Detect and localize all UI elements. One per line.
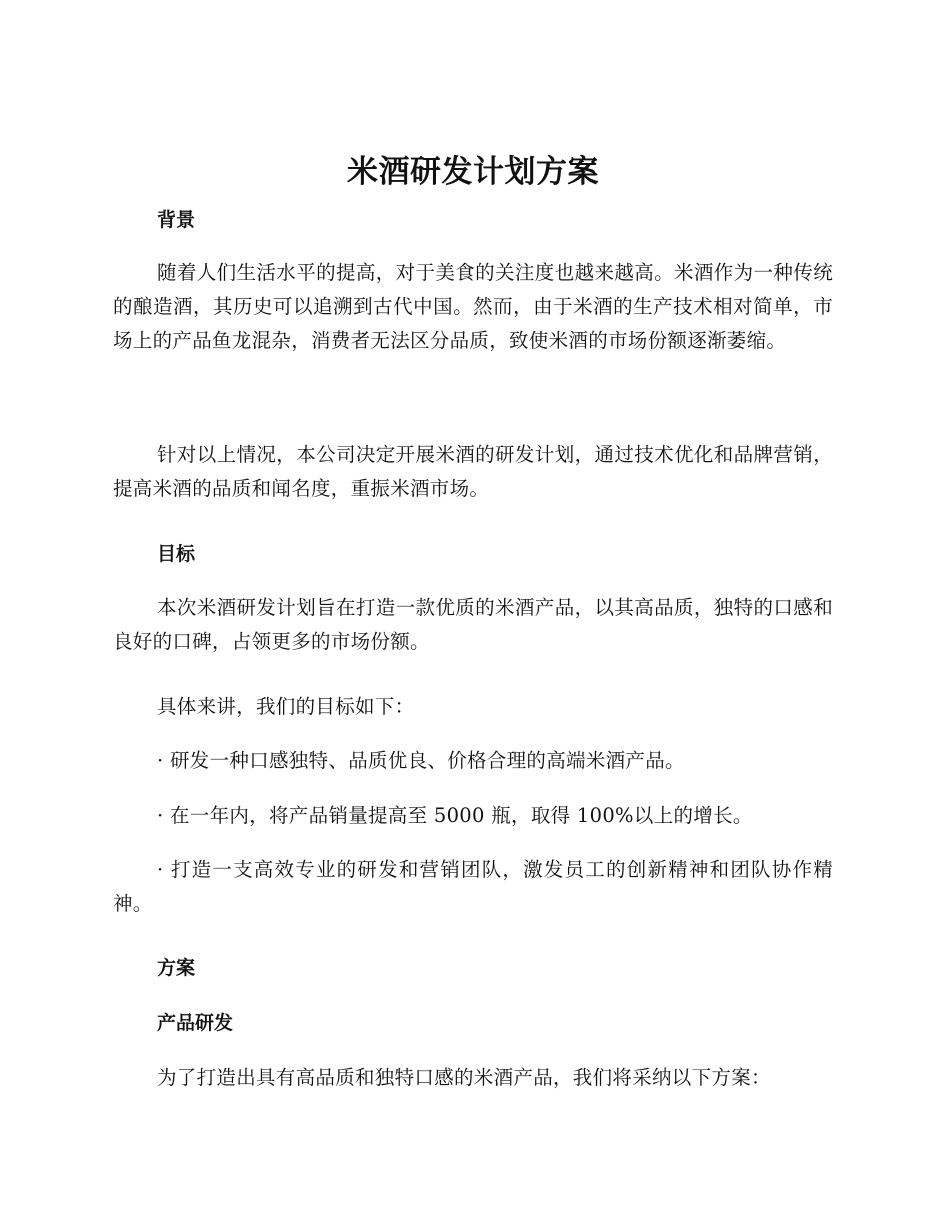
paragraph-plan-1: 为了打造出具有高品质和独特口感的米酒产品，我们将采纳以下方案： — [157, 1066, 771, 1089]
list-item-goal-2: · 在一年内，将产品销量提高至 5000 瓶，取得 100%以上的增长。 — [157, 804, 753, 827]
subsection-heading-product-rd: 产品研发 — [157, 1012, 234, 1034]
section-heading-background: 背景 — [157, 209, 196, 231]
section-heading-goal: 目标 — [157, 543, 196, 565]
list-item-goal-3: · 打造一支高效专业的研发和营销团队，激发员工的创新精神和团队协作精神。 — [113, 858, 833, 915]
paragraph-goal-1: 本次米酒研发计划旨在打造一款优质的米酒产品，以其高品质，独特的口感和良好的口碑，占领更多的市场份额。 — [113, 596, 833, 653]
list-item-goal-1: · 研发一种口感独特、品质优良、价格合理的高端米酒产品。 — [157, 749, 685, 772]
paragraph-background-1: 随着人们生活水平的提高，对于美食的关注度也越来越高。米酒作为一种传统的酿造酒，其历史可以追溯到古代中国。然而，由于米酒的生产技术相对简单，市场上的产品鱼龙混杂，消费者无法区分品质，致使米酒的市场份额逐渐萎缩。 — [113, 261, 833, 352]
paragraph-goal-2: 具体来讲，我们的目标如下： — [157, 695, 415, 718]
section-heading-plan: 方案 — [157, 957, 196, 979]
paragraph-background-2: 针对以上情况，本公司决定开展米酒的研发计划，通过技术优化和品牌营销，提高米酒的品质和闻名度，重振米酒市场。 — [113, 443, 833, 500]
document-title: 米酒研发计划方案 — [347, 154, 599, 190]
